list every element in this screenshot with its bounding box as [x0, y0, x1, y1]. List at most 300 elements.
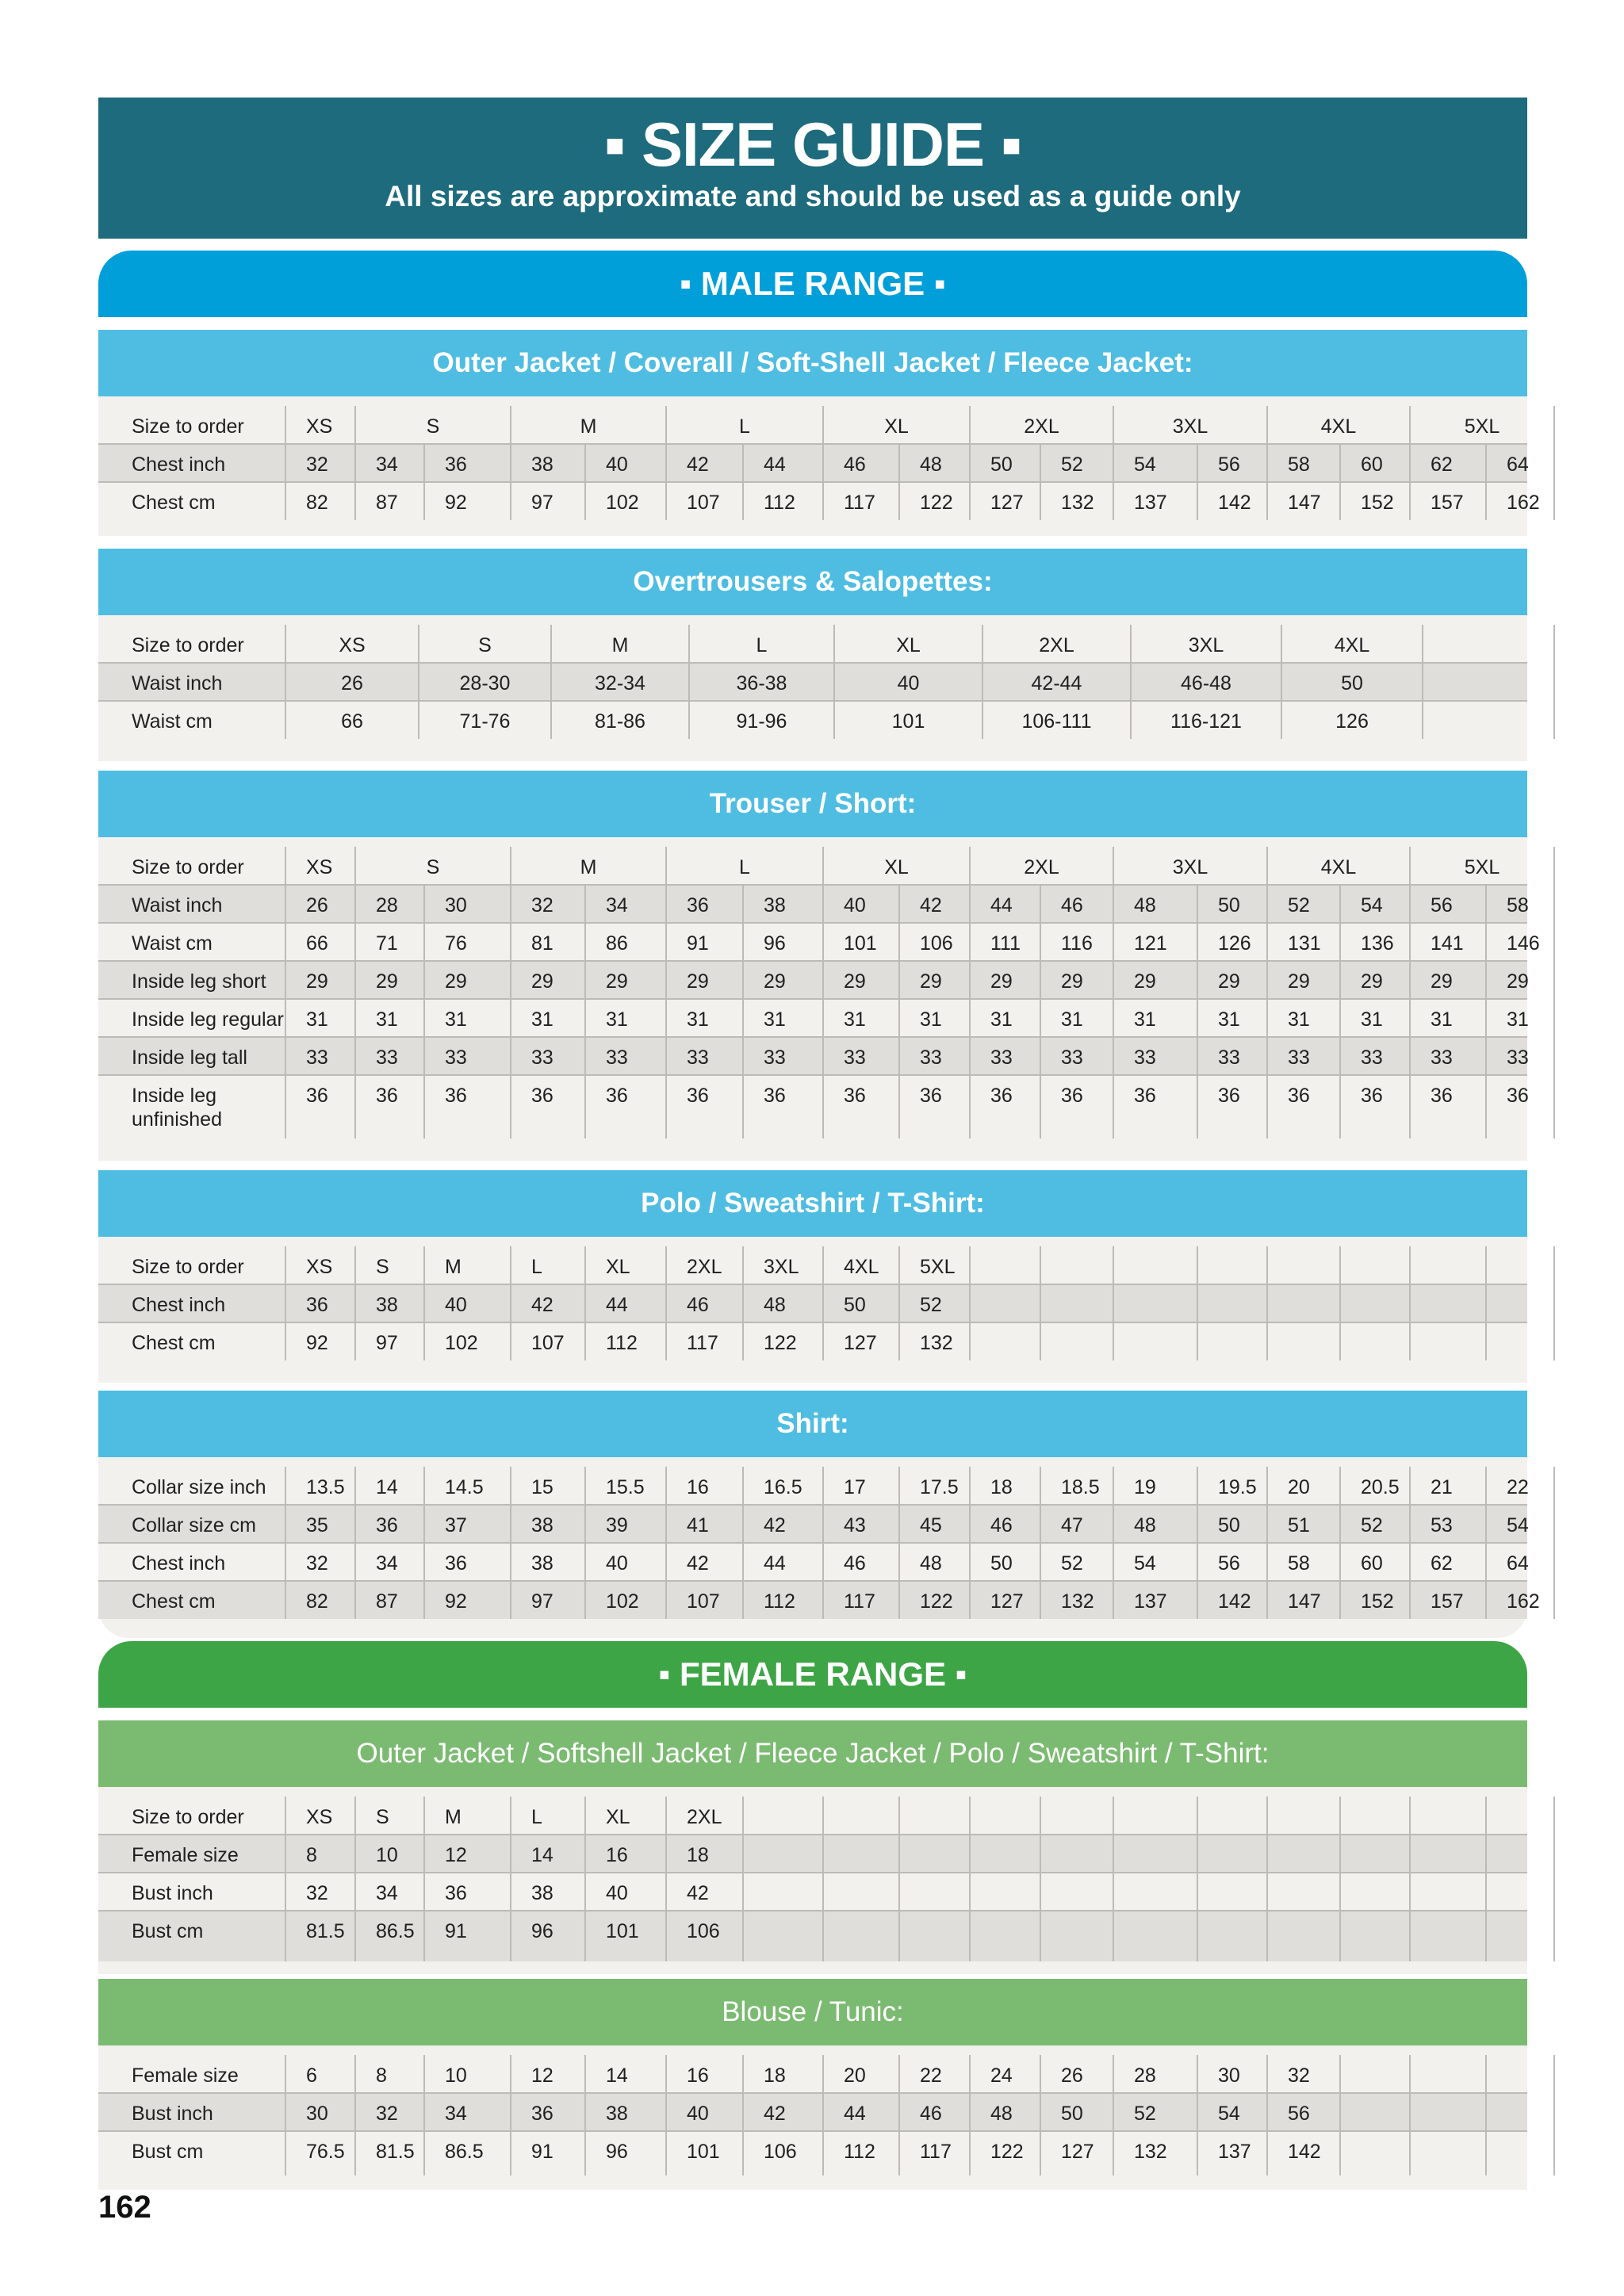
column-divider [1485, 1467, 1487, 1619]
row-label: Bust inch [132, 1882, 213, 1904]
table-cell: 16 [687, 2064, 709, 2087]
table-cell: 34 [445, 2103, 467, 2125]
table-cell: 5XL [1464, 856, 1500, 878]
table-cell: M [611, 634, 629, 656]
table-cell: 60 [1361, 1552, 1383, 1575]
table-cell: 42 [531, 1294, 553, 1316]
column-divider [354, 847, 356, 1138]
column-divider [1113, 2055, 1114, 2175]
column-divider [1409, 1797, 1411, 1961]
row-divider [98, 1910, 1527, 1911]
table-cell: 36 [376, 1085, 398, 1107]
row-divider [98, 1542, 1527, 1544]
table-cell: 92 [445, 1590, 467, 1613]
table-cell: 34 [376, 1882, 398, 1904]
table-cell: 33 [764, 1047, 786, 1069]
table-cell: 29 [1218, 970, 1240, 993]
table-cell: 29 [1134, 970, 1156, 993]
table-cell: 42 [687, 453, 709, 476]
table-cell: 31 [445, 1008, 467, 1031]
table-cell: 54 [1507, 1514, 1529, 1536]
table-cell: 8 [376, 2064, 387, 2087]
column-divider [1553, 847, 1555, 1138]
column-divider [822, 1797, 824, 1961]
section-heading: Outer Jacket / Softshell Jacket / Fleece Jacket / Polo / Sweatshirt / T-Shirt: [98, 1720, 1527, 1787]
table-row [98, 444, 1527, 482]
table-row [98, 885, 1527, 923]
table-cell: 29 [376, 970, 398, 993]
row-label: Waist cm [132, 710, 213, 733]
table-cell: 64 [1507, 1552, 1529, 1575]
table-cell: 44 [606, 1294, 628, 1316]
column-divider [418, 625, 419, 739]
table-cell: 101 [891, 710, 925, 733]
table-cell: 54 [1134, 1552, 1156, 1575]
table-cell: 116 [1061, 932, 1093, 955]
row-divider [98, 662, 1527, 664]
table-cell: 46 [920, 2103, 942, 2125]
table-row [98, 1075, 1527, 1138]
table-cell: 66 [306, 932, 328, 955]
size-table [98, 2045, 1527, 2190]
row-divider [98, 1322, 1527, 1323]
table-cell: 26 [1061, 2064, 1083, 2087]
table-cell: 2XL [1024, 415, 1059, 438]
row-label: Inside leg unfinished [132, 1085, 222, 1131]
table-cell: 4XL [844, 1256, 879, 1278]
table-cell: 45 [920, 1514, 942, 1536]
column-divider [1485, 1797, 1487, 1961]
table-cell: 40 [844, 894, 866, 916]
table-cell: 29 [445, 970, 467, 993]
table-cell: 36 [990, 1085, 1013, 1107]
table-cell: 48 [990, 2103, 1013, 2125]
table-row [98, 1322, 1527, 1360]
table-cell: 14 [376, 1476, 398, 1498]
row-divider [98, 2130, 1527, 2132]
table-cell: 38 [764, 894, 786, 916]
table-cell: 47 [1061, 1514, 1083, 1536]
table-cell: 56 [1431, 894, 1453, 916]
column-divider [354, 2055, 356, 2175]
table-cell: 44 [844, 2103, 866, 2125]
table-cell: 81.5 [376, 2141, 415, 2163]
table-cell: 40 [687, 2103, 709, 2125]
table-row [98, 1581, 1540, 1619]
table-cell: S [376, 1256, 389, 1278]
column-divider [1422, 625, 1423, 739]
table-cell: 30 [1218, 2064, 1240, 2087]
table-cell: 137 [1218, 2141, 1251, 2163]
table-cell: 36-38 [736, 672, 787, 695]
size-table [98, 1237, 1527, 1383]
table-cell: 31 [1218, 1008, 1240, 1031]
table-cell: 31 [1061, 1008, 1083, 1031]
table-cell: 97 [531, 1590, 553, 1613]
size-table [98, 837, 1540, 1161]
table-cell: 58 [1507, 894, 1529, 916]
table-cell: 44 [764, 1552, 786, 1575]
table-cell: 137 [1134, 1590, 1167, 1613]
table-cell: 91-96 [736, 710, 787, 733]
table-cell: 76 [445, 932, 467, 955]
table-cell: 97 [376, 1332, 398, 1354]
row-divider [98, 1580, 1527, 1582]
table-cell: 36 [531, 2103, 553, 2125]
column-divider [584, 885, 586, 1138]
table-cell: L [531, 1256, 542, 1278]
table-cell: 35 [306, 1514, 328, 1536]
table-cell: 86.5 [376, 1920, 415, 1942]
column-divider [510, 1246, 511, 1360]
table-cell: 36 [606, 1085, 628, 1107]
column-divider [285, 847, 286, 1138]
table-cell: S [426, 856, 440, 878]
column-divider [898, 1797, 900, 1961]
table-cell: 44 [990, 894, 1013, 916]
column-divider [1040, 1246, 1041, 1360]
table-cell: 33 [1218, 1047, 1240, 1069]
column-divider [1266, 2055, 1268, 2175]
column-divider [1409, 1467, 1411, 1619]
column-divider [285, 1797, 286, 1961]
table-row [98, 1543, 1527, 1581]
table-row [98, 482, 1540, 520]
table-cell: 16 [606, 1844, 628, 1866]
table-cell: 62 [1431, 453, 1453, 476]
size-guide-header [98, 98, 1527, 239]
table-cell: 107 [687, 1590, 720, 1613]
row-label: Size to order [132, 1256, 244, 1278]
page-subtitle: All sizes are approximate and should be used as a guide only [385, 180, 1241, 212]
table-cell: 56 [1218, 453, 1240, 476]
column-divider [982, 625, 983, 739]
row-label: Collar size inch [132, 1476, 266, 1498]
row-divider [98, 884, 1527, 886]
column-divider [285, 2055, 286, 2175]
table-cell: M [580, 415, 597, 438]
column-divider [742, 1246, 744, 1360]
row-label: Chest cm [132, 1332, 216, 1354]
column-divider [1040, 1467, 1041, 1619]
column-divider [742, 1797, 744, 1961]
table-cell: 142 [1218, 1590, 1251, 1613]
table-cell: S [426, 415, 440, 438]
column-divider [285, 625, 286, 739]
column-divider [423, 1467, 425, 1619]
table-cell: 52 [1061, 1552, 1083, 1575]
table-cell: 46 [990, 1514, 1013, 1536]
column-divider [1339, 1797, 1341, 1961]
column-divider [969, 1467, 971, 1619]
section-heading: Shirt: [98, 1391, 1527, 1457]
row-divider [98, 1036, 1527, 1038]
table-cell: 36 [376, 1514, 398, 1536]
column-divider [665, 2055, 667, 2175]
male-range-banner: ▪ MALE RANGE ▪ [98, 251, 1527, 317]
table-cell: 13.5 [306, 1476, 345, 1498]
row-divider [98, 443, 1527, 445]
table-cell: S [478, 634, 492, 656]
column-divider [1409, 847, 1411, 1138]
page-title: ▪ SIZE GUIDE ▪ [603, 109, 1022, 179]
table-cell: 142 [1218, 492, 1251, 514]
table-cell: 36 [687, 1085, 709, 1107]
column-divider [969, 406, 971, 520]
table-cell: 29 [764, 970, 786, 993]
column-divider [898, 1246, 900, 1360]
column-divider [1197, 1797, 1198, 1961]
table-cell: 31 [1507, 1008, 1529, 1031]
table-row [98, 2093, 1527, 2131]
row-label: Collar size cm [132, 1514, 256, 1536]
table-cell: 32 [306, 453, 328, 476]
table-cell: 40 [606, 1552, 628, 1575]
table-cell: 50 [844, 1294, 866, 1316]
table-cell: 71-76 [459, 710, 511, 733]
table-row [98, 1911, 1527, 1961]
column-divider [898, 444, 900, 520]
column-divider [1040, 444, 1041, 520]
table-cell: 42 [764, 1514, 786, 1536]
table-cell: 28 [376, 894, 398, 916]
table-row [98, 1873, 1527, 1911]
table-cell: L [531, 1806, 542, 1828]
section-heading: Trouser / Short: [98, 771, 1527, 837]
column-divider [969, 1246, 971, 1360]
column-divider [665, 406, 667, 520]
table-cell: 43 [844, 1514, 866, 1536]
column-divider [969, 2055, 971, 2175]
table-cell: 14 [531, 1844, 553, 1866]
table-cell: 10 [376, 1844, 398, 1866]
table-cell: 19 [1134, 1476, 1156, 1498]
table-cell: 126 [1335, 710, 1369, 733]
table-cell: 132 [1134, 2141, 1167, 2163]
table-cell: 22 [920, 2064, 942, 2087]
column-divider [510, 1797, 511, 1961]
table-cell: 33 [606, 1047, 628, 1069]
table-cell: 52 [920, 1294, 942, 1316]
table-cell: 34 [376, 1552, 398, 1575]
table-cell: 33 [1061, 1047, 1083, 1069]
table-cell: 132 [920, 1332, 953, 1354]
table-cell: XS [339, 634, 366, 656]
table-cell: 122 [990, 2141, 1024, 2163]
table-cell: 26 [341, 672, 363, 695]
size-table [98, 396, 1540, 536]
table-row [98, 663, 1527, 701]
table-cell: 38 [531, 1514, 553, 1536]
table-cell: 2XL [687, 1806, 722, 1828]
column-divider [1113, 406, 1114, 520]
table-row [98, 625, 1527, 663]
table-cell: 147 [1288, 492, 1321, 514]
table-cell: 36 [920, 1085, 942, 1107]
table-cell: 3XL [1188, 634, 1224, 656]
column-divider [423, 2055, 425, 2175]
table-cell: XS [306, 415, 333, 438]
table-cell: L [739, 415, 750, 438]
column-divider [1040, 885, 1041, 1138]
column-divider [1409, 406, 1411, 520]
table-cell: 21 [1431, 1476, 1453, 1498]
column-divider [1197, 1467, 1198, 1619]
section-heading: Overtrousers & Salopettes: [98, 549, 1527, 615]
table-cell: 42 [687, 1882, 709, 1904]
table-cell: 29 [920, 970, 942, 993]
table-cell: 29 [990, 970, 1013, 993]
column-divider [665, 1467, 667, 1619]
table-cell: 18 [990, 1476, 1013, 1498]
table-cell: 152 [1361, 492, 1394, 514]
column-divider [1266, 406, 1268, 520]
table-cell: 96 [606, 2141, 628, 2163]
table-cell: 54 [1218, 2103, 1240, 2125]
table-cell: 36 [445, 453, 467, 476]
column-divider [665, 1797, 667, 1961]
table-cell: 126 [1218, 932, 1251, 955]
column-divider [1485, 444, 1487, 520]
table-cell: XL [606, 1256, 630, 1278]
table-cell: 29 [1361, 970, 1383, 993]
table-cell: 33 [1507, 1047, 1529, 1069]
table-cell: 29 [1061, 970, 1083, 993]
table-cell: 42 [764, 2103, 786, 2125]
column-divider [584, 1467, 586, 1619]
table-cell: 48 [1134, 894, 1156, 916]
table-cell: 136 [1361, 932, 1394, 955]
table-cell: XL [896, 634, 921, 656]
table-cell: 33 [306, 1047, 328, 1069]
table-cell: 33 [1361, 1047, 1383, 1069]
column-divider [1266, 1797, 1268, 1961]
column-divider [285, 406, 286, 520]
table-cell: 44 [764, 453, 786, 476]
table-cell: 32 [306, 1552, 328, 1575]
column-divider [1197, 444, 1198, 520]
table-cell: 36 [1134, 1085, 1156, 1107]
table-cell: 56 [1288, 2103, 1310, 2125]
table-cell: 33 [1134, 1047, 1156, 1069]
column-divider [665, 1246, 667, 1360]
section-heading: Polo / Sweatshirt / T-Shirt: [98, 1170, 1527, 1237]
row-divider [98, 481, 1527, 483]
table-cell: 10 [445, 2064, 467, 2087]
table-cell: 132 [1061, 1590, 1094, 1613]
column-divider [584, 1246, 586, 1360]
table-cell: 31 [687, 1008, 709, 1031]
row-divider [98, 1074, 1527, 1076]
table-cell: 117 [920, 2141, 952, 2163]
table-cell: 29 [306, 970, 328, 993]
table-cell: 112 [764, 1590, 795, 1613]
column-divider [423, 1246, 425, 1360]
table-cell: 24 [990, 2064, 1013, 2087]
column-divider [510, 1467, 511, 1619]
column-divider [1130, 625, 1132, 739]
table-cell: 4XL [1334, 634, 1370, 656]
table-cell: 50 [1061, 2103, 1083, 2125]
table-cell: 33 [531, 1047, 553, 1069]
table-cell: 81.5 [306, 1920, 345, 1942]
table-cell: 32-34 [595, 672, 645, 695]
table-cell: 33 [844, 1047, 866, 1069]
table-cell: 4XL [1320, 415, 1357, 438]
column-divider [688, 625, 690, 739]
column-divider [354, 1246, 356, 1360]
table-cell: 64 [1507, 453, 1529, 476]
table-cell: 36 [764, 1085, 786, 1107]
table-cell: 31 [1134, 1008, 1156, 1031]
table-cell: 87 [376, 1590, 398, 1613]
table-cell: 52 [1134, 2103, 1156, 2125]
table-cell: 157 [1431, 1590, 1464, 1613]
row-label: Waist inch [132, 672, 223, 695]
table-row [98, 1284, 1527, 1322]
row-label: Size to order [132, 415, 244, 438]
column-divider [285, 1467, 286, 1619]
table-cell: L [739, 856, 750, 878]
row-label: Bust inch [132, 2103, 213, 2125]
table-cell: L [756, 634, 768, 656]
column-divider [1485, 1246, 1487, 1360]
table-cell: 81 [531, 932, 553, 955]
table-cell: 30 [445, 894, 467, 916]
table-cell: 46 [844, 453, 866, 476]
table-cell: 106 [764, 2141, 797, 2163]
table-cell: 42 [687, 1552, 709, 1575]
column-divider [510, 406, 511, 520]
table-cell: 147 [1288, 1590, 1321, 1613]
table-row [98, 1797, 1527, 1835]
table-cell: XL [884, 856, 909, 878]
table-cell: 48 [1134, 1514, 1156, 1536]
table-cell: XS [306, 1806, 333, 1828]
row-label: Chest inch [132, 1294, 226, 1316]
table-cell: 20.5 [1361, 1476, 1400, 1498]
table-cell: M [445, 1256, 462, 1278]
table-cell: 62 [1431, 1552, 1453, 1575]
table-cell: 102 [445, 1332, 478, 1354]
table-cell: 50 [990, 453, 1013, 476]
table-cell: 127 [844, 1332, 877, 1354]
row-label: Chest inch [132, 453, 226, 476]
female-range-banner: ▪ FEMALE RANGE ▪ [98, 1641, 1527, 1708]
table-cell: 2XL [687, 1256, 722, 1278]
row-label: Female size [132, 2064, 239, 2087]
table-cell: 107 [687, 492, 720, 514]
table-cell: 53 [1431, 1514, 1453, 1536]
column-divider [742, 1467, 744, 1619]
column-divider [1339, 2055, 1341, 2175]
row-label: Female size [132, 1844, 239, 1866]
table-cell: 50 [1218, 1514, 1240, 1536]
table-cell: 30 [306, 2103, 328, 2125]
table-cell: 31 [306, 1008, 328, 1031]
section-heading: Outer Jacket / Coverall / Soft-Shell Jacket / Fleece Jacket: [98, 330, 1527, 396]
table-cell: 36 [445, 1085, 467, 1107]
table-cell: 31 [1288, 1008, 1310, 1031]
column-divider [423, 885, 425, 1138]
column-divider [742, 2055, 744, 2175]
row-divider [98, 2092, 1527, 2094]
table-cell: 117 [687, 1332, 718, 1354]
table-cell: 31 [606, 1008, 628, 1031]
column-divider [1339, 1246, 1341, 1360]
table-cell: 38 [531, 1882, 553, 1904]
column-divider [1113, 1797, 1114, 1961]
